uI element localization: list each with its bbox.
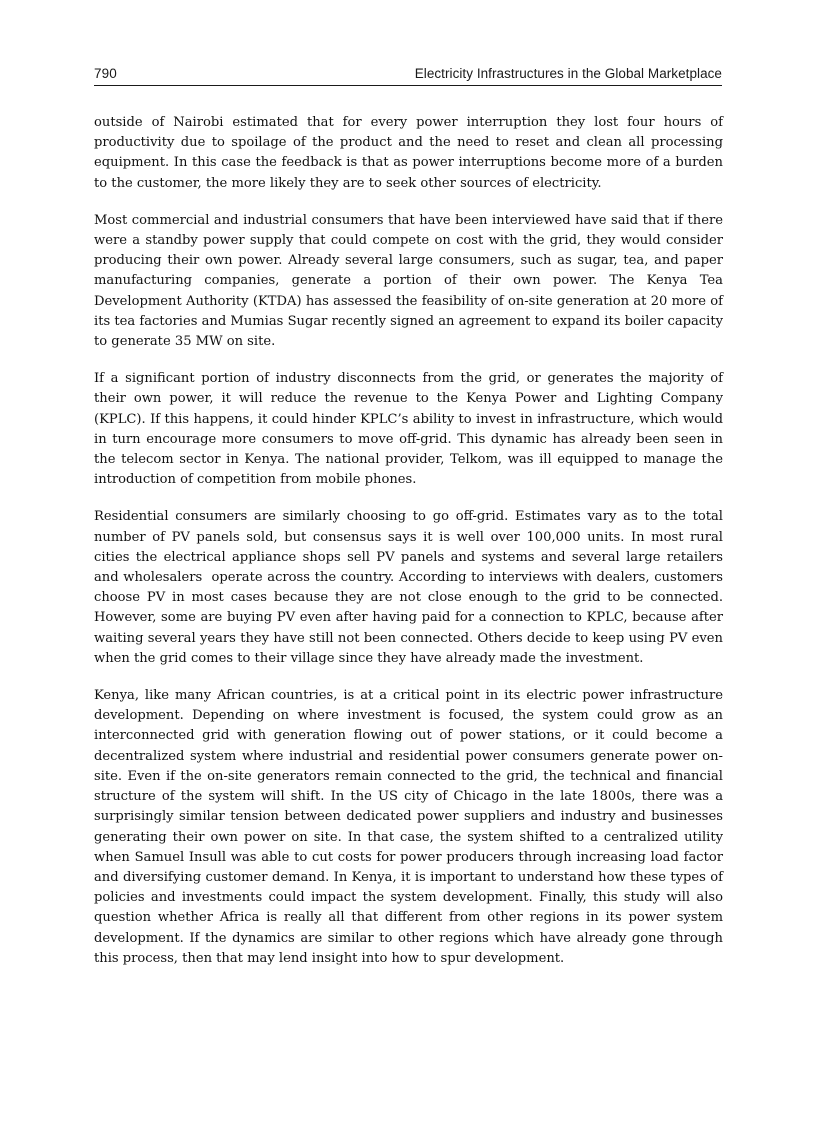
body-text-column <box>94 113 728 969</box>
body-paragraph: Kenya, like many African countries, is at a critical point in its electric power infrastructure development. Depending on where investment is focused, the system could grow as an interconnected grid with generation flowing out of power stations, or it could become a decentralized system where industrial and residential power consumers generate power on-site. Even if the on-site generators remain connected to the grid, the technical and financial structure of the system will shift. In the US city of Chicago in the late 1800s, there was a surprisingly similar tension between dedicated power suppliers and industry and businesses generating their own power on site. In that case, the system shifted to a centralized utility when Samuel Insull was able to cut costs for power producers through increasing load factor and diversifying customer demand. In Kenya, it is important to understand how these types of policies and investments could impact the system development. Finally, this study will also question whether Africa is really all that different from other regions in its power system development. If the dynamics are similar to other regions which have already gone through this process, then that may lend insight into how to spur development. <box>94 688 728 966</box>
body-paragraph: outside of Nairobi estimated that for every power interruption they lost four hours of productivity due to spoilage of the product and the need to reset and clean all processing equipment. In this case the feedback is that as power interruptions become more of a burden to the customer, the more likely they are to seek other sources of electricity. <box>94 115 728 191</box>
body-paragraph: If a significant portion of industry disconnects from the grid, or generates the majority of their own power, it will reduce the revenue to the Kenya Power and Lighting Company (KPLC). If this happens, it could hinder KPLC’s ability to invest in infrastructure, which would in turn encourage more consumers to move off-grid. This dynamic has already been seen in the telecom sector in Kenya. The national provider, Telkom, was ill equipped to manage the introduction of competition from mobile phones. <box>94 371 728 488</box>
page-number: 790 <box>94 66 117 81</box>
body-paragraph: Residential consumers are similarly choosing to go off-grid. Estimates vary as to the total number of PV panels sold, but consensus says it is well over 100,000 units. In most rural cities the electrical appliance shops sell PV panels and systems and several large retailers and wholesalers operate across the country. According to interviews with dealers, customers choose PV in most cases because they are not close enough to the grid to be connected. However, some are buying PV even after having paid for a connection to KPLC, because after waiting several years they have still not been connected. Others decide to keep using PV even when the grid comes to their village since they have already made the investment. <box>94 509 728 666</box>
running-title: Electricity Infrastructures in the Global Marketplace <box>414 66 722 81</box>
page-running-header <box>94 66 722 86</box>
body-paragraph: Most commercial and industrial consumers that have been interviewed have said that if there were a standby power supply that could compete on cost with the grid, they would consider producing their own power. Already several large consumers, such as sugar, tea, and paper manufacturing companies, generate a portion of their own power. The Kenya Tea Development Authority (KTDA) has assessed the feasibility of on-site generation at 20 more of its tea factories and Mumias Sugar recently signed an agreement to expand its boiler capacity to generate 35 MW on site. <box>94 212 728 350</box>
